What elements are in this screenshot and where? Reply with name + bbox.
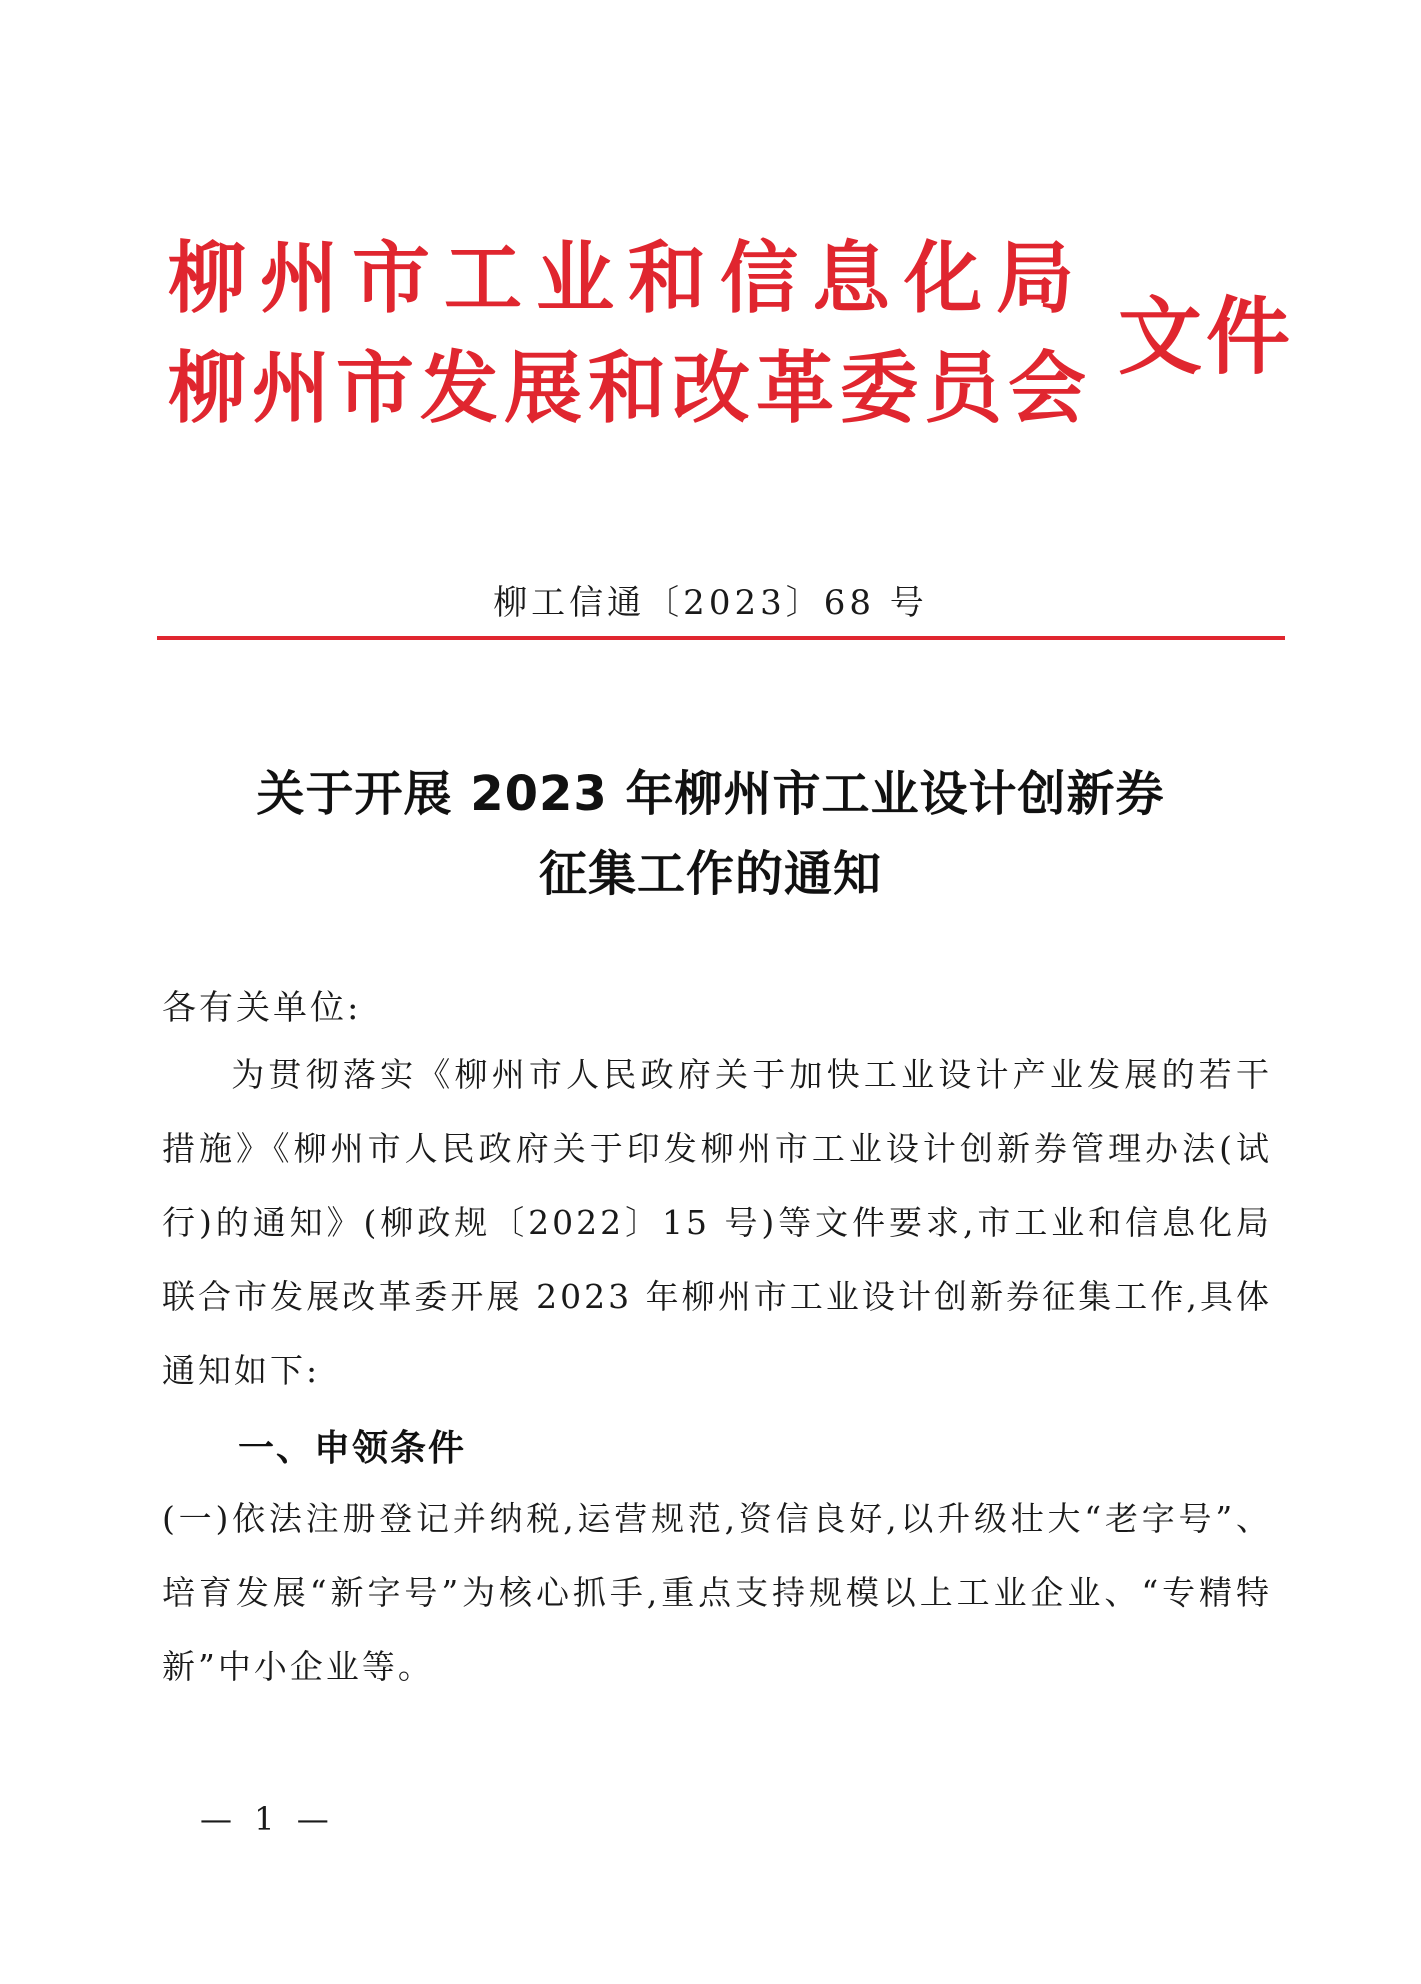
- section-heading-1: 一、申领条件: [238, 1428, 467, 1469]
- document-title-line-2: 征集工作的通知: [538, 846, 882, 902]
- salutation: 各有关单位:: [162, 988, 362, 1028]
- body-paragraph-2: [162, 1482, 1272, 1704]
- masthead-org-line-1: 柳州市工业和信息化局: [168, 234, 1089, 324]
- document-title-line-1: 关于开展 2023 年柳州市工业设计创新券: [256, 766, 1165, 822]
- document-number: 柳工信通〔2023〕68 号: [493, 583, 928, 623]
- page-number: — 1 —: [200, 1800, 335, 1838]
- red-masthead: [158, 234, 1295, 440]
- masthead-suffix: 文件: [1118, 288, 1295, 386]
- body-paragraph-1: [162, 1038, 1272, 1408]
- red-divider-line: [157, 636, 1285, 640]
- body-paragraph-1-text: 为贯彻落实《柳州市人民政府关于加快工业设计产业发展的若干措施》《柳州市人民政府关于印发柳州市工业设计创新券管理办法(试行)的通知》(柳政规〔2022〕15 号)等文件要求,市工业和信息化局联合市发展改革委开展 2023 年柳州市工业设计创新券征集工作,具体通知如下:: [162, 1055, 1272, 1390]
- body-paragraph-2-text: (一)依法注册登记并纳税,运营规范,资信良好,以升级壮大“老字号”、培育发展“新字号”为核心抓手,重点支持规模以上工业企业、“专精特新”中小企业等。: [162, 1499, 1272, 1686]
- masthead-org-line-2: 柳州市发展和改革委员会: [168, 344, 1093, 434]
